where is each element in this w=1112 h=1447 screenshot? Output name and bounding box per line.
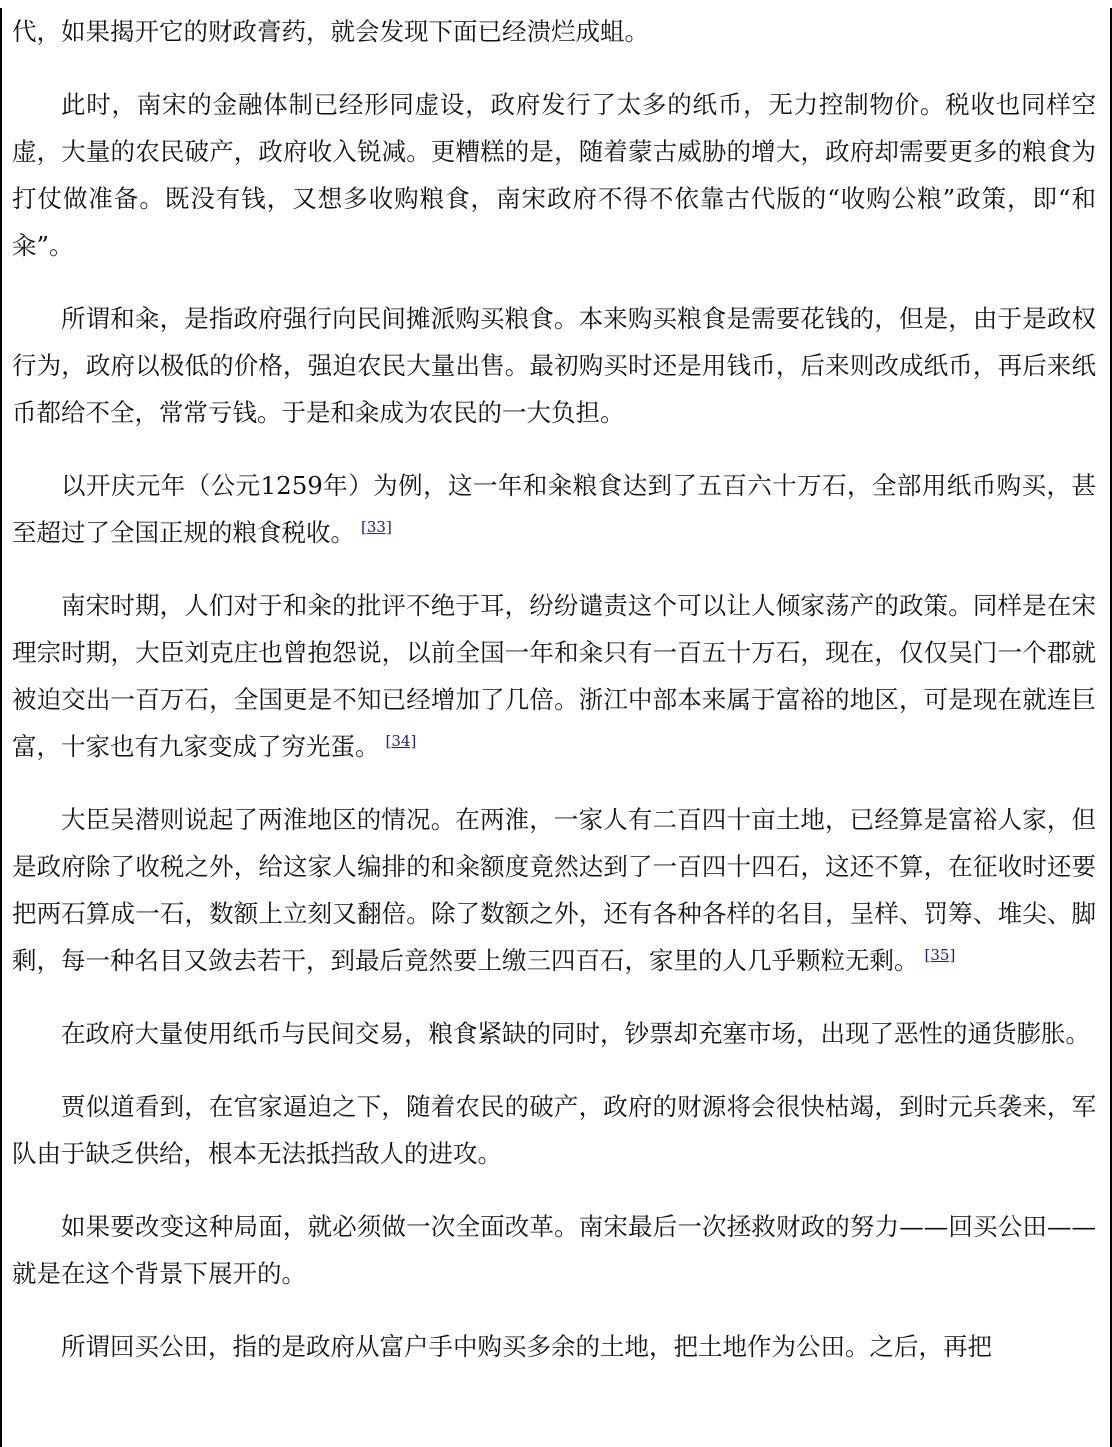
footnote-link[interactable]: [35] (924, 945, 956, 964)
paragraph-text: 大臣吴潜则说起了两淮地区的情况。在两淮，一家人有二百四十亩土地，已经算是富裕人家，但是政府除了收税之外，给这家人编排的和籴额度竟然达到了一百四十四石，这还不算，在征收时还要把两石算成一石，数额上立刻又翻倍。除了数额之外，还有各种各样的名目，呈样、罚筹、堆尖、脚剩，每一种名目又敛去若干，到最后竟然要上缴三四百石，家里的人几乎颗粒无剩。 (12, 805, 1096, 975)
paragraph (12, 8, 1096, 55)
paragraph (12, 462, 1096, 556)
paragraph (12, 295, 1096, 436)
paragraph-text: 在政府大量使用纸币与民间交易，粮食紧缺的同时，钞票却充塞市场，出现了恶性的通货膨胀。 (61, 1019, 1090, 1048)
paragraph-text: 贾似道看到，在官家逼迫之下，随着农民的破产，政府的财源将会很快枯竭，到时元兵袭来，军队由于缺乏供给，根本无法抵挡敌人的进攻。 (12, 1092, 1096, 1168)
paragraph (12, 1203, 1096, 1297)
paragraph-text: 此时，南宋的金融体制已经形同虚设，政府发行了太多的纸币，无力控制物价。税收也同样空虚，大量的农民破产，政府收入锐减。更糟糕的是，随着蒙古威胁的增大，政府却需要更多的粮食为打仗做准备。既没有钱，又想多收购粮食，南宋政府不得不依靠古代版的“收购公粮”政策，即“和籴”。 (12, 90, 1096, 260)
paragraph-text: 以开庆元年（公元1259年）为例，这一年和籴粮食达到了五百六十万石，全部用纸币购买，甚至超过了全国正规的粮食税收。 (12, 471, 1096, 547)
footnote-link[interactable]: [34] (385, 731, 417, 750)
paragraph (12, 582, 1096, 770)
paragraph (12, 81, 1096, 269)
paragraph-text: 所谓和籴，是指政府强行向民间摊派购买粮食。本来购买粮食是需要花钱的，但是，由于是政权行为，政府以极低的价格，强迫农民大量出售。最初购买时还是用钱币，后来则改成纸币，再后来纸币都给不全，常常亏钱。于是和籴成为农民的一大负担。 (12, 304, 1096, 427)
paragraph (12, 1323, 1096, 1370)
paragraph-text: 代，如果揭开它的财政膏药，就会发现下面已经溃烂成蛆。 (12, 17, 649, 46)
paragraph (12, 796, 1096, 984)
document-page (0, 8, 1112, 1447)
footnote-link[interactable]: [33] (361, 517, 392, 536)
paragraph-text: 南宋时期，人们对于和籴的批评不绝于耳，纷纷谴责这个可以让人倾家荡产的政策。同样是在宋理宗时期，大臣刘克庄也曾抱怨说，以前全国一年和籴只有一百五十万石，现在，仅仅吴门一个郡就被迫交出一百万石，全国更是不知已经增加了几倍。浙江中部本来属于富裕的地区，可是现在就连巨富，十家也有九家变成了穷光蛋。 (12, 591, 1096, 761)
paragraph-text: 如果要改变这种局面，就必须做一次全面改革。南宋最后一次拯救财政的努力——回买公田——就是在这个背景下展开的。 (12, 1212, 1096, 1288)
paragraph (12, 1083, 1096, 1177)
paragraph (12, 1010, 1096, 1057)
paragraph-text: 所谓回买公田，指的是政府从富户手中购买多余的土地，把土地作为公田。之后，再把 (61, 1332, 992, 1361)
